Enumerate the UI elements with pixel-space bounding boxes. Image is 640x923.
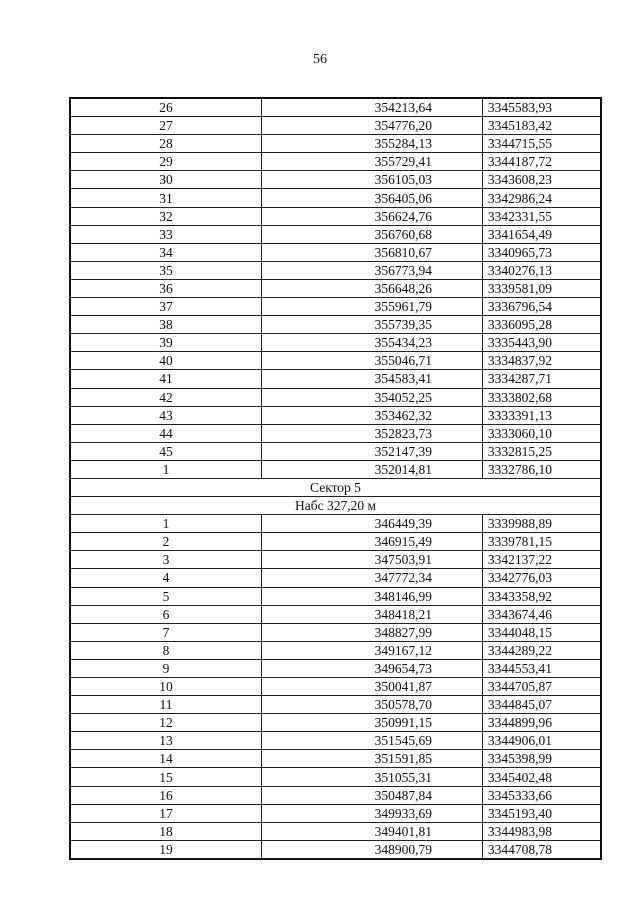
table-row	[70, 804, 601, 822]
point-number-cell: 6	[70, 605, 262, 623]
x-coordinate-cell: 355284,13	[262, 135, 483, 153]
point-number-cell: 17	[70, 804, 262, 822]
sector-title: Сектор 5	[70, 478, 601, 496]
x-coordinate-cell: 349654,73	[262, 659, 483, 677]
table-row	[70, 225, 601, 243]
table-row	[70, 388, 601, 406]
y-coordinate-cell: 3344906,01	[483, 732, 602, 750]
x-coordinate-cell: 353462,32	[262, 406, 483, 424]
table-row	[70, 117, 601, 135]
x-coordinate-cell: 354583,41	[262, 370, 483, 388]
y-coordinate-cell: 3344187,72	[483, 153, 602, 171]
table-row	[70, 786, 601, 804]
x-coordinate-cell: 348827,99	[262, 623, 483, 641]
y-coordinate-cell: 3344845,07	[483, 696, 602, 714]
point-number-cell: 14	[70, 750, 262, 768]
point-number-cell: 39	[70, 334, 262, 352]
x-coordinate-cell: 356105,03	[262, 171, 483, 189]
y-coordinate-cell: 3335443,90	[483, 334, 602, 352]
point-number-cell: 9	[70, 659, 262, 677]
x-coordinate-cell: 355739,35	[262, 316, 483, 334]
point-number-cell: 41	[70, 370, 262, 388]
y-coordinate-cell: 3332786,10	[483, 460, 602, 478]
y-coordinate-cell: 3344705,87	[483, 678, 602, 696]
y-coordinate-cell: 3342331,55	[483, 207, 602, 225]
point-number-cell: 4	[70, 569, 262, 587]
table-row	[70, 768, 601, 786]
x-coordinate-cell: 349933,69	[262, 804, 483, 822]
y-coordinate-cell: 3345583,93	[483, 98, 602, 117]
sector-height-row	[70, 497, 601, 515]
table-row	[70, 424, 601, 442]
table-row	[70, 279, 601, 297]
x-coordinate-cell: 351545,69	[262, 732, 483, 750]
x-coordinate-cell: 352823,73	[262, 424, 483, 442]
sector-height: Набс 327,20 м	[70, 497, 601, 515]
table-row	[70, 171, 601, 189]
table-row	[70, 189, 601, 207]
point-number-cell: 40	[70, 352, 262, 370]
y-coordinate-cell: 3345398,99	[483, 750, 602, 768]
y-coordinate-cell: 3339988,89	[483, 515, 602, 533]
y-coordinate-cell: 3340965,73	[483, 243, 602, 261]
point-number-cell: 7	[70, 623, 262, 641]
x-coordinate-cell: 354776,20	[262, 117, 483, 135]
y-coordinate-cell: 3343674,46	[483, 605, 602, 623]
table-row	[70, 678, 601, 696]
point-number-cell: 35	[70, 261, 262, 279]
point-number-cell: 34	[70, 243, 262, 261]
y-coordinate-cell: 3339781,15	[483, 533, 602, 551]
table-row	[70, 261, 601, 279]
x-coordinate-cell: 346915,49	[262, 533, 483, 551]
y-coordinate-cell: 3345193,40	[483, 804, 602, 822]
x-coordinate-cell: 356760,68	[262, 225, 483, 243]
y-coordinate-cell: 3336095,28	[483, 316, 602, 334]
table-row	[70, 551, 601, 569]
table-row	[70, 641, 601, 659]
point-number-cell: 44	[70, 424, 262, 442]
point-number-cell: 29	[70, 153, 262, 171]
x-coordinate-cell: 351591,85	[262, 750, 483, 768]
x-coordinate-cell: 352147,39	[262, 442, 483, 460]
point-number-cell: 45	[70, 442, 262, 460]
x-coordinate-cell: 354052,25	[262, 388, 483, 406]
table-row	[70, 370, 601, 388]
point-number-cell: 32	[70, 207, 262, 225]
y-coordinate-cell: 3333391,13	[483, 406, 602, 424]
table-row	[70, 605, 601, 623]
table-row	[70, 714, 601, 732]
y-coordinate-cell: 3345402,48	[483, 768, 602, 786]
point-number-cell: 16	[70, 786, 262, 804]
point-number-cell: 18	[70, 822, 262, 840]
point-number-cell: 37	[70, 298, 262, 316]
y-coordinate-cell: 3343608,23	[483, 171, 602, 189]
y-coordinate-cell: 3344553,41	[483, 659, 602, 677]
y-coordinate-cell: 3343358,92	[483, 587, 602, 605]
y-coordinate-cell: 3333060,10	[483, 424, 602, 442]
table-row	[70, 840, 601, 859]
y-coordinate-cell: 3345333,66	[483, 786, 602, 804]
point-number-cell: 31	[70, 189, 262, 207]
y-coordinate-cell: 3344708,78	[483, 840, 602, 859]
point-number-cell: 2	[70, 533, 262, 551]
x-coordinate-cell: 351055,31	[262, 768, 483, 786]
point-number-cell: 26	[70, 98, 262, 117]
point-number-cell: 43	[70, 406, 262, 424]
y-coordinate-cell: 3342776,03	[483, 569, 602, 587]
point-number-cell: 12	[70, 714, 262, 732]
point-number-cell: 11	[70, 696, 262, 714]
x-coordinate-cell: 348418,21	[262, 605, 483, 623]
table-row	[70, 98, 601, 117]
x-coordinate-cell: 348900,79	[262, 840, 483, 859]
point-number-cell: 38	[70, 316, 262, 334]
table-body-before	[70, 98, 601, 478]
table-row	[70, 442, 601, 460]
table-row	[70, 822, 601, 840]
x-coordinate-cell: 356773,94	[262, 261, 483, 279]
table-row	[70, 460, 601, 478]
point-number-cell: 30	[70, 171, 262, 189]
y-coordinate-cell: 3339581,09	[483, 279, 602, 297]
table-row	[70, 659, 601, 677]
x-coordinate-cell: 347772,34	[262, 569, 483, 587]
x-coordinate-cell: 352014,81	[262, 460, 483, 478]
table-row	[70, 515, 601, 533]
y-coordinate-cell: 3344899,96	[483, 714, 602, 732]
table-body-after	[70, 515, 601, 859]
x-coordinate-cell: 354213,64	[262, 98, 483, 117]
point-number-cell: 3	[70, 551, 262, 569]
table-row	[70, 243, 601, 261]
x-coordinate-cell: 356624,76	[262, 207, 483, 225]
y-coordinate-cell: 3345183,42	[483, 117, 602, 135]
sector-title-row	[70, 478, 601, 496]
x-coordinate-cell: 355046,71	[262, 352, 483, 370]
x-coordinate-cell: 356405,06	[262, 189, 483, 207]
table-row	[70, 334, 601, 352]
point-number-cell: 8	[70, 641, 262, 659]
table-row	[70, 135, 601, 153]
x-coordinate-cell: 350041,87	[262, 678, 483, 696]
point-number-cell: 42	[70, 388, 262, 406]
x-coordinate-cell: 350487,84	[262, 786, 483, 804]
x-coordinate-cell: 355729,41	[262, 153, 483, 171]
point-number-cell: 27	[70, 117, 262, 135]
table-row	[70, 298, 601, 316]
x-coordinate-cell: 355434,23	[262, 334, 483, 352]
point-number-cell: 10	[70, 678, 262, 696]
table-row	[70, 569, 601, 587]
y-coordinate-cell: 3342137,22	[483, 551, 602, 569]
table-row	[70, 623, 601, 641]
table-row	[70, 207, 601, 225]
x-coordinate-cell: 350578,70	[262, 696, 483, 714]
x-coordinate-cell: 347503,91	[262, 551, 483, 569]
y-coordinate-cell: 3344715,55	[483, 135, 602, 153]
point-number-cell: 5	[70, 587, 262, 605]
y-coordinate-cell: 3334837,92	[483, 352, 602, 370]
y-coordinate-cell: 3344048,15	[483, 623, 602, 641]
point-number-cell: 15	[70, 768, 262, 786]
x-coordinate-cell: 348146,99	[262, 587, 483, 605]
coordinates-table	[69, 97, 602, 860]
y-coordinate-cell: 3344289,22	[483, 641, 602, 659]
point-number-cell: 19	[70, 840, 262, 859]
point-number-cell: 33	[70, 225, 262, 243]
table-row	[70, 153, 601, 171]
x-coordinate-cell: 355961,79	[262, 298, 483, 316]
table-row	[70, 316, 601, 334]
y-coordinate-cell: 3336796,54	[483, 298, 602, 316]
x-coordinate-cell: 346449,39	[262, 515, 483, 533]
y-coordinate-cell: 3333802,68	[483, 388, 602, 406]
x-coordinate-cell: 349401,81	[262, 822, 483, 840]
x-coordinate-cell: 356648,26	[262, 279, 483, 297]
y-coordinate-cell: 3332815,25	[483, 442, 602, 460]
table-row	[70, 352, 601, 370]
x-coordinate-cell: 350991,15	[262, 714, 483, 732]
y-coordinate-cell: 3344983,98	[483, 822, 602, 840]
y-coordinate-cell: 3334287,71	[483, 370, 602, 388]
table-row	[70, 587, 601, 605]
point-number-cell: 28	[70, 135, 262, 153]
table-row	[70, 533, 601, 551]
point-number-cell: 1	[70, 515, 262, 533]
point-number-cell: 13	[70, 732, 262, 750]
table-row	[70, 696, 601, 714]
sector-header	[70, 478, 601, 514]
y-coordinate-cell: 3341654,49	[483, 225, 602, 243]
table-row	[70, 750, 601, 768]
point-number-cell: 36	[70, 279, 262, 297]
y-coordinate-cell: 3340276,13	[483, 261, 602, 279]
x-coordinate-cell: 356810,67	[262, 243, 483, 261]
point-number-cell: 1	[70, 460, 262, 478]
x-coordinate-cell: 349167,12	[262, 641, 483, 659]
y-coordinate-cell: 3342986,24	[483, 189, 602, 207]
table-row	[70, 406, 601, 424]
page-number: 56	[313, 52, 327, 67]
table-row	[70, 732, 601, 750]
